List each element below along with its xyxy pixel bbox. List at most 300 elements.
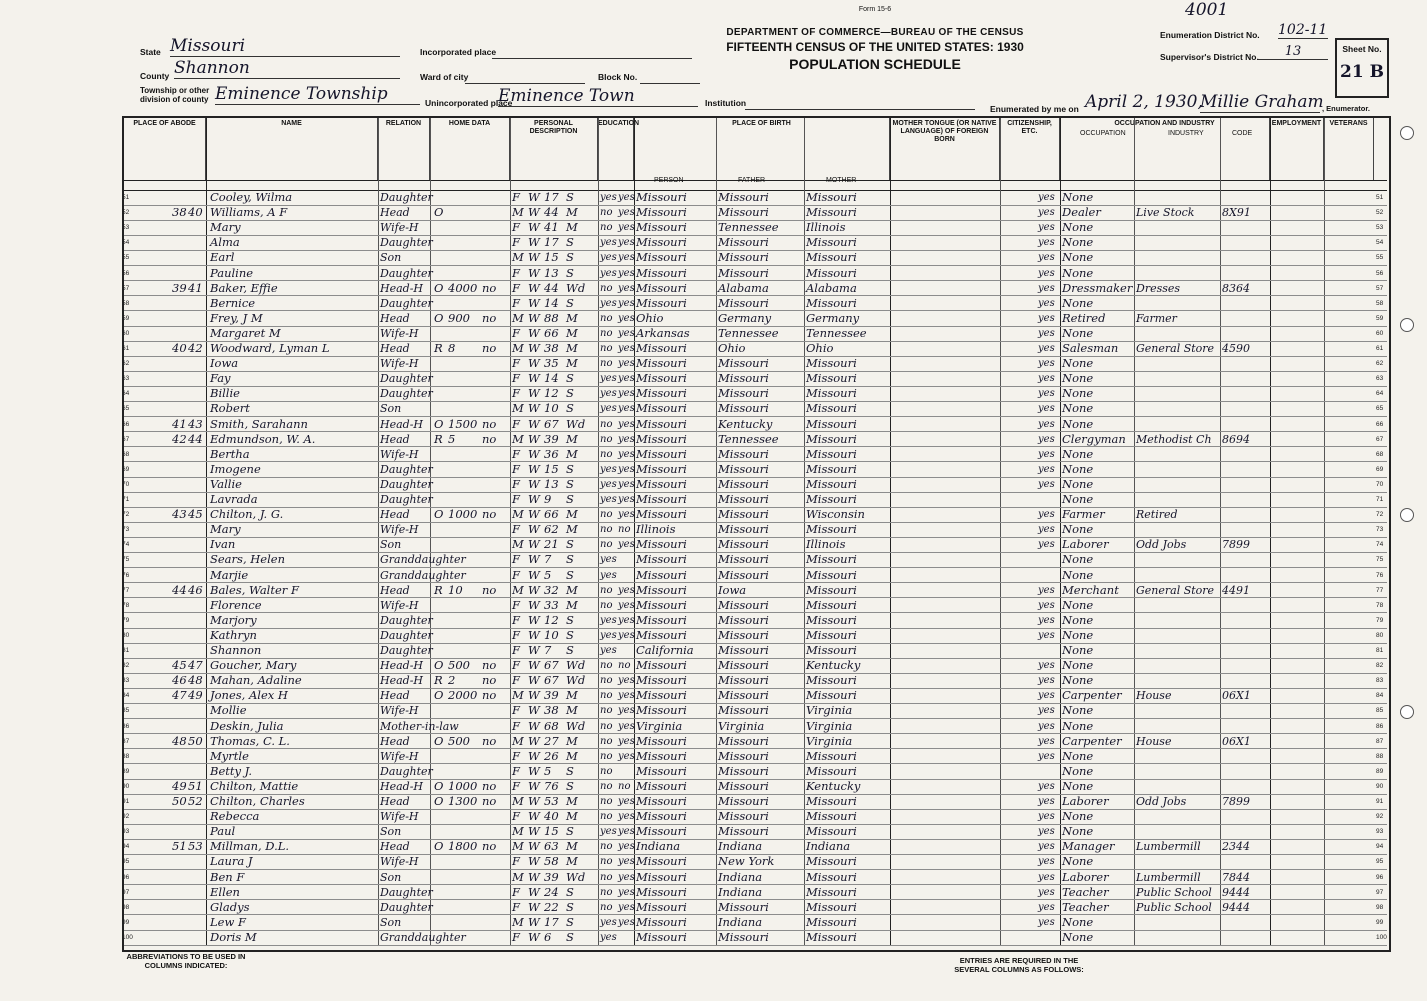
cell-sex: F: [512, 446, 520, 461]
line-number-right: 73: [1376, 526, 1384, 534]
cell-dw: [172, 492, 188, 507]
cell-read: [618, 643, 636, 658]
cell-line: 99: [122, 918, 130, 926]
cell-pb: Missouri: [636, 507, 687, 522]
cell-fam: 42: [188, 341, 203, 355]
cell-sch: yes: [600, 237, 617, 249]
cell-line: 78: [122, 601, 130, 609]
cell-rel: Head-H: [380, 779, 424, 793]
cell-dw: [172, 447, 188, 462]
cell-occ: None: [1062, 386, 1094, 401]
cell-sex: F: [512, 854, 520, 869]
cell-fb: Missouri: [718, 748, 769, 763]
cell-fb: Missouri: [718, 371, 769, 386]
cell-mar: S: [566, 763, 574, 778]
cell-rel: Son: [380, 915, 402, 929]
cell-code: [1222, 190, 1266, 205]
cell-read: yes: [618, 750, 635, 762]
cell-own: [434, 371, 448, 386]
cell-occ: Farmer: [1062, 507, 1105, 522]
cell-dw: [172, 643, 188, 658]
cell-line: 91: [122, 798, 130, 805]
cell-mb: Wisconsin: [806, 507, 865, 522]
cell-eng: yes: [1038, 599, 1055, 611]
cell-race: W: [528, 688, 540, 703]
cell-fam: [188, 900, 206, 915]
binder-hole-icon: [1400, 508, 1414, 522]
cell-occ: Laborer: [1062, 794, 1109, 808]
cell-line: 55: [122, 254, 130, 262]
cell-sch: no: [600, 856, 613, 868]
cell-sex: F: [512, 371, 520, 386]
line-number-right: 64: [1376, 390, 1384, 398]
cell-mb: Missouri: [806, 809, 857, 824]
cell-farm: [482, 854, 510, 869]
cell-sex: F: [512, 552, 520, 567]
cell-ind: [1136, 220, 1220, 235]
cell-farm: no: [482, 416, 497, 431]
cell-val: [448, 266, 482, 281]
cell-rel: Granddaughter: [380, 568, 466, 582]
cell-age: 5: [544, 567, 552, 582]
cell-rel: Daughter: [380, 764, 433, 778]
cell-occ: None: [1062, 235, 1094, 250]
cell-age: 14: [544, 371, 559, 386]
cell-code: [1222, 673, 1266, 688]
cell-own: [434, 522, 448, 537]
cell-line: 64: [122, 390, 130, 398]
cell-own: [434, 885, 448, 900]
cell-farm: no: [482, 778, 497, 793]
cell-age: 22: [544, 899, 559, 914]
cell-pb: Missouri: [636, 401, 687, 416]
cell-ind: [1136, 568, 1220, 583]
cell-eng: yes: [1038, 433, 1055, 445]
cell-sch: no: [600, 584, 613, 596]
cell-own: [434, 809, 448, 824]
cell-own: [434, 719, 448, 734]
cell-val: [448, 220, 482, 235]
line-number-right: 78: [1376, 601, 1384, 609]
cell-dw: 51: [172, 839, 187, 854]
cell-pb: Missouri: [636, 658, 687, 673]
cell-val: [448, 552, 482, 567]
county-label: County: [140, 71, 170, 81]
cell-rel: Son: [380, 402, 402, 416]
cell-code: 4491: [1222, 583, 1250, 597]
table-row: [124, 734, 1387, 750]
cell-eng: yes: [1038, 584, 1055, 596]
table-row: [124, 870, 1387, 886]
cell-age: 66: [544, 507, 559, 522]
cell-own: O: [434, 416, 444, 431]
cell-race: W: [528, 778, 540, 793]
cell-sch: no: [600, 343, 613, 354]
cell-name: Lavrada: [210, 492, 258, 506]
county-value: Shannon: [174, 58, 400, 79]
cell-line: 74: [122, 541, 130, 549]
cell-sex: F: [512, 718, 520, 733]
cell-sch: yes: [600, 629, 617, 641]
line-number-right: 56: [1376, 269, 1384, 277]
cell-fam: [188, 190, 206, 205]
table-row: [124, 266, 1387, 282]
cell-age: 13: [544, 476, 559, 491]
institution-label: Institution: [705, 98, 747, 108]
cell-dw: [172, 266, 188, 281]
cell-rel: Head-H: [380, 417, 424, 431]
cell-rel: Daughter: [380, 900, 433, 914]
cell-rel: Daughter: [380, 296, 433, 310]
cell-mb: Missouri: [806, 612, 857, 627]
cell-mb: Missouri: [806, 899, 857, 914]
cell-read: yes: [618, 796, 635, 807]
table-row: [124, 220, 1387, 236]
cell-occ: None: [1062, 295, 1094, 310]
cell-mb: Missouri: [806, 416, 857, 431]
cell-sex: F: [512, 673, 520, 688]
cell-name: Smith, Sarahann: [210, 416, 308, 431]
cell-occ: None: [1062, 371, 1094, 386]
cell-mb: Missouri: [806, 492, 857, 506]
cell-age: 12: [544, 612, 559, 627]
cell-line: 80: [122, 631, 130, 639]
cell-occ: None: [1062, 718, 1094, 733]
cell-fam: [188, 492, 206, 507]
cell-sex: F: [512, 356, 520, 371]
cell-age: 7: [544, 552, 552, 567]
cell-pb: Missouri: [636, 809, 687, 824]
cell-ind: [1136, 930, 1220, 945]
cell-dw: [172, 552, 188, 567]
cell-rel: Granddaughter: [380, 553, 466, 567]
cell-eng: yes: [1038, 358, 1055, 370]
table-row: [124, 613, 1387, 629]
cell-name: Chilton, Charles: [210, 794, 305, 808]
cell-fb: Missouri: [718, 794, 769, 808]
cell-fam: 51: [188, 778, 203, 793]
cell-farm: [482, 915, 510, 930]
header-birth: PLACE OF BIRTH PERSON FATHER MOTHER: [634, 118, 890, 180]
cell-val: 1000: [448, 507, 478, 522]
cell-read: yes: [618, 343, 635, 354]
cell-farm: [482, 613, 510, 628]
cell-sex: F: [512, 461, 520, 476]
cell-age: 32: [544, 582, 559, 597]
cell-line: 77: [122, 586, 130, 594]
table-row: [124, 673, 1387, 689]
cell-occ: None: [1062, 778, 1094, 793]
cell-code: 7899: [1222, 538, 1250, 552]
line-number-right: 86: [1376, 722, 1384, 730]
cell-line: 76: [122, 571, 130, 579]
cell-dw: 50: [172, 794, 187, 808]
cell-code: [1222, 311, 1266, 326]
cell-dw: [172, 598, 188, 613]
cell-fb: Indiana: [718, 884, 763, 899]
cell-race: W: [528, 643, 540, 657]
line-number-right: 94: [1376, 843, 1384, 851]
cell-ind: [1136, 417, 1220, 432]
cell-sex: F: [512, 612, 520, 627]
cell-mar: S: [566, 612, 574, 627]
cell-rel: Daughter: [380, 236, 433, 250]
cell-name: Fay: [210, 371, 231, 386]
line-number-right: 92: [1376, 813, 1384, 821]
cell-mb: Missouri: [806, 643, 857, 657]
cell-age: 67: [544, 658, 559, 673]
cell-sch: yes: [600, 373, 617, 385]
cell-code: [1222, 447, 1266, 462]
cell-age: 38: [544, 341, 559, 355]
cell-mar: S: [566, 295, 574, 310]
cell-occ: Salesman: [1062, 341, 1119, 355]
cell-name: Kathryn: [210, 627, 257, 642]
cell-age: 41: [544, 220, 559, 235]
cell-val: [448, 356, 482, 371]
cell-val: 1800: [448, 839, 478, 854]
line-number-right: 61: [1376, 345, 1384, 352]
cell-dw: 43: [172, 507, 187, 522]
cell-own: O: [434, 507, 444, 522]
cell-fb: Missouri: [718, 401, 769, 416]
cell-rel: Head: [380, 734, 410, 748]
cell-sch: no: [600, 509, 613, 521]
cell-own: R: [434, 582, 443, 597]
cell-occ: Clergyman: [1062, 431, 1126, 446]
cell-farm: no: [482, 582, 497, 597]
cell-name: Paul: [210, 824, 236, 839]
cell-mb: Missouri: [806, 869, 857, 884]
cell-own: [434, 190, 448, 205]
cell-read: yes: [618, 252, 635, 264]
cell-pb: Missouri: [636, 854, 687, 869]
cell-line: 60: [122, 329, 130, 337]
cell-fam: [188, 552, 206, 567]
cell-eng: yes: [1038, 252, 1055, 264]
cell-mar: S: [566, 537, 574, 552]
cell-eng: yes: [1038, 796, 1055, 807]
cell-name: Woodward, Lyman L: [210, 341, 330, 355]
cell-sch: no: [600, 811, 613, 823]
cell-dw: [172, 628, 188, 643]
cell-age: 36: [544, 446, 559, 461]
cell-farm: no: [482, 733, 497, 748]
cell-own: [434, 900, 448, 915]
cell-fam: [188, 764, 206, 779]
cell-ind: House: [1136, 689, 1172, 703]
cell-occ: Manager: [1062, 839, 1115, 854]
cell-fam: [188, 915, 206, 930]
cell-race: W: [528, 341, 540, 355]
table-row: [124, 583, 1387, 599]
cell-dw: 46: [172, 673, 187, 688]
cell-own: O: [434, 658, 444, 673]
cell-dw: 39: [172, 280, 187, 295]
table-row: [124, 598, 1387, 614]
cell-rel: Granddaughter: [380, 930, 466, 944]
cell-mar: S: [566, 627, 574, 642]
cell-dw: [172, 477, 188, 492]
cell-pb: Missouri: [636, 748, 687, 763]
cell-own: [434, 552, 448, 567]
cell-occ: None: [1062, 703, 1094, 718]
cell-pb: Missouri: [636, 673, 687, 688]
cell-mar: S: [566, 190, 574, 204]
cell-fb: Missouri: [718, 537, 769, 552]
cell-line: 84: [122, 692, 130, 700]
cell-sex: F: [512, 809, 520, 824]
cell-fb: Tennessee: [718, 431, 779, 446]
cell-sch: no: [600, 796, 613, 807]
cell-code: [1222, 477, 1266, 492]
line-number-right: 90: [1376, 782, 1384, 790]
cell-line: 63: [122, 375, 130, 383]
cell-code: [1222, 235, 1266, 250]
cell-eng: yes: [1038, 478, 1055, 490]
sub-occupation: OCCUPATION: [1080, 130, 1126, 137]
cell-fam: 47: [188, 658, 203, 673]
cell-eng: [1038, 492, 1060, 507]
cell-fam: 48: [188, 673, 203, 688]
cell-fb: Iowa: [718, 582, 747, 597]
cell-read: yes: [618, 418, 635, 430]
cell-val: 900: [448, 310, 470, 325]
cell-fb: Missouri: [718, 703, 769, 718]
cell-line: 90: [122, 782, 130, 790]
cell-dw: [172, 613, 188, 628]
cell-sch: no: [600, 841, 613, 853]
cell-rel: Daughter: [380, 387, 433, 401]
cell-name: Shannon: [210, 643, 262, 657]
cell-own: [434, 492, 448, 507]
cell-dw: [172, 703, 188, 718]
cell-fb: Missouri: [718, 507, 769, 522]
cell-age: 40: [544, 809, 559, 824]
table-row: [124, 643, 1387, 659]
cell-read: yes: [618, 478, 635, 490]
cell-sch: yes: [600, 388, 617, 400]
cell-ind: [1136, 749, 1220, 764]
table-row: [124, 296, 1387, 312]
cell-line: 69: [122, 465, 130, 473]
table-row: [124, 688, 1387, 704]
line-number-right: 77: [1376, 586, 1384, 594]
line-number-right: 91: [1376, 798, 1384, 805]
cell-read: yes: [618, 735, 635, 747]
cell-rel: Wife-H: [380, 326, 419, 340]
cell-age: 15: [544, 461, 559, 476]
cell-val: [448, 885, 482, 900]
cell-read: yes: [618, 916, 635, 928]
cell-occ: None: [1062, 250, 1094, 265]
cell-eng: yes: [1038, 750, 1055, 762]
cell-fb: Ohio: [718, 341, 746, 355]
cell-val: [448, 915, 482, 930]
cell-mar: S: [566, 778, 574, 793]
cell-sex: M: [512, 688, 524, 703]
binder-hole-icon: [1400, 126, 1414, 140]
cell-val: 2: [448, 673, 456, 688]
table-row: [124, 250, 1387, 266]
line-number-right: 76: [1376, 571, 1384, 579]
cell-mar: S: [566, 235, 574, 250]
cell-own: [434, 749, 448, 764]
cell-sex: M: [512, 431, 524, 446]
cell-read: yes: [618, 614, 635, 626]
cell-occ: None: [1062, 401, 1094, 416]
cell-val: 10: [448, 582, 463, 597]
cell-code: [1222, 824, 1266, 839]
cell-read: yes: [618, 811, 635, 823]
line-number-right: 51: [1376, 194, 1384, 201]
cell-fam: 50: [188, 733, 203, 748]
cell-mar: S: [566, 371, 574, 386]
cell-code: [1222, 220, 1266, 235]
cell-sch: no: [600, 448, 613, 460]
cell-code: [1222, 417, 1266, 432]
cell-code: [1222, 749, 1266, 764]
cell-mb: Missouri: [806, 582, 857, 597]
cell-mar: M: [566, 794, 578, 808]
cell-name: Ben F: [210, 869, 245, 884]
cell-sch: no: [600, 690, 613, 702]
cell-sch: no: [600, 282, 613, 294]
cell-eng: yes: [1038, 388, 1055, 400]
header-home: HOME DATA: [430, 118, 510, 180]
table-row: [124, 281, 1387, 297]
cell-ind: Live Stock: [1136, 206, 1195, 220]
cell-fam: [188, 371, 206, 386]
cell-sch: yes: [600, 267, 617, 279]
table-row: [124, 326, 1387, 342]
cell-race: W: [528, 627, 540, 642]
cell-sch: yes: [600, 297, 617, 309]
cell-eng: yes: [1038, 856, 1055, 868]
cell-eng: yes: [1038, 916, 1055, 928]
cell-fam: [188, 809, 206, 824]
cell-mar: M: [566, 341, 578, 355]
sub-father: FATHER: [738, 177, 766, 184]
line-number-right: 80: [1376, 631, 1384, 639]
cell-code: 06X1: [1222, 689, 1251, 703]
cell-farm: [482, 703, 510, 718]
cell-sch: yes: [600, 463, 617, 475]
cell-read: yes: [618, 433, 635, 445]
cell-own: [434, 643, 448, 658]
cell-dw: [172, 296, 188, 311]
line-number-right: 57: [1376, 284, 1384, 292]
cell-rel: Daughter: [380, 644, 433, 657]
cell-dw: [172, 568, 188, 583]
cell-age: 88: [544, 310, 559, 325]
cell-name: Pauline: [210, 265, 254, 280]
cell-mar: Wd: [566, 658, 586, 673]
cell-sch: no: [600, 901, 613, 913]
cell-fb: Missouri: [718, 627, 769, 642]
cell-rel: Head: [380, 311, 410, 325]
cell-race: W: [528, 673, 540, 688]
cell-race: W: [528, 703, 540, 718]
cell-sch: no: [600, 524, 613, 536]
line-number-right: 88: [1376, 752, 1384, 760]
cell-mb: Missouri: [806, 205, 857, 220]
cell-farm: [482, 809, 510, 824]
cell-name: Billie: [210, 386, 240, 401]
cell-dw: [172, 326, 188, 341]
cell-race: W: [528, 854, 540, 869]
cell-eng: yes: [1038, 780, 1055, 792]
